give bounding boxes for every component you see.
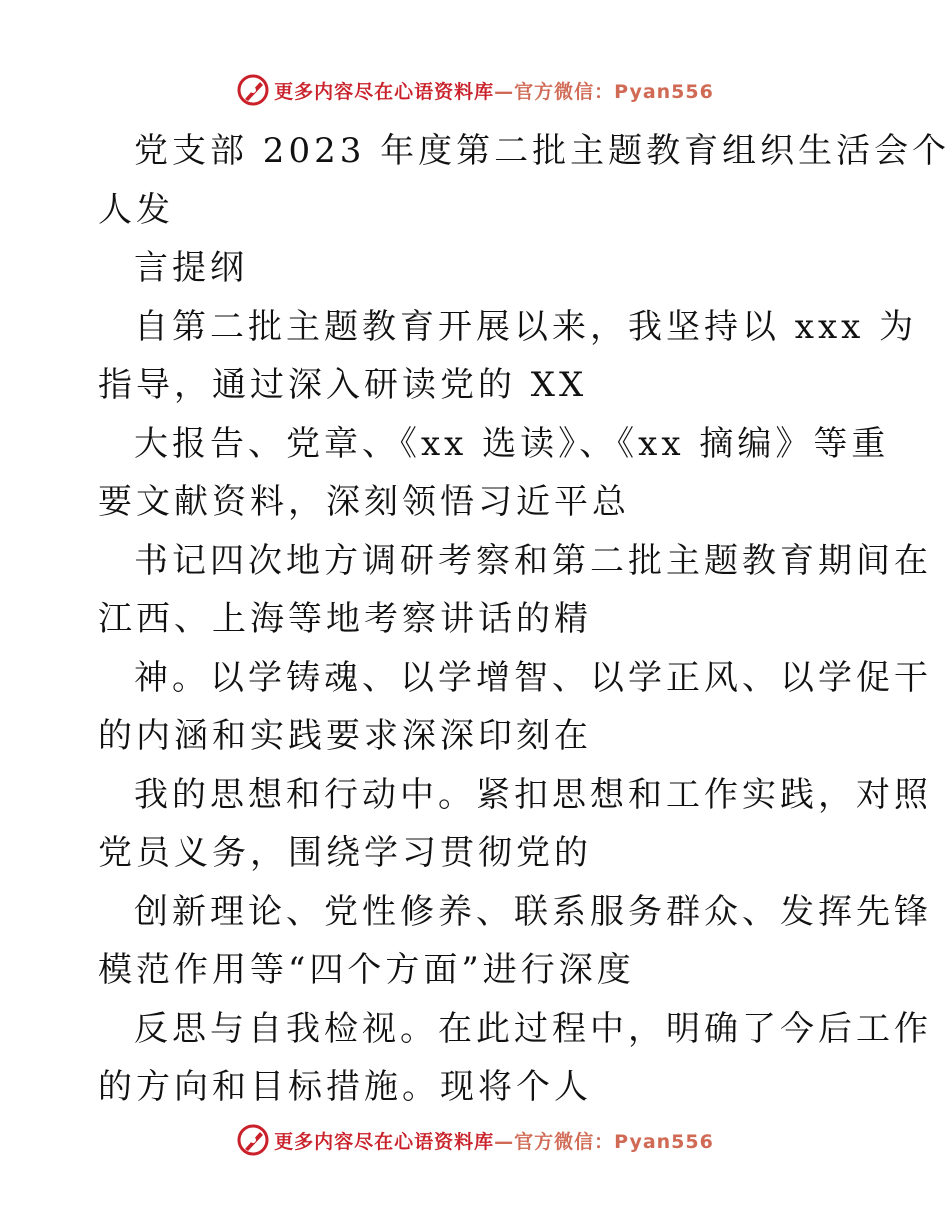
text-line: 江西、上海等地考察讲话的精 [98,599,592,639]
watermark-text [274,77,714,104]
text-line: 自第二批主题教育开展以来，我坚持以 xxx 为 [134,306,918,347]
text-line: 言提纲 [134,248,248,288]
text-line: 神。以学铸魂、以学增智、以学正风、以学促干 [134,657,932,698]
watermark-banner-bottom [0,1120,950,1160]
watermark-contact: —官方微信：Pyan556 [494,80,714,103]
text-line: 指导，通过深入研读党的 XX [98,365,588,405]
document-body [98,122,950,1117]
text-line: 要文献资料，深刻领悟习近平总 [98,482,630,522]
text-line: 党支部 2023 年度第二批主题教育组织生活会个 [134,131,950,171]
pen-logo-icon [236,1123,270,1157]
watermark-brand: 更多内容尽在心语资料库 [274,80,495,103]
text-line: 的方向和目标措施。现将个人 [98,1067,592,1107]
watermark-banner-top [0,70,950,110]
text-line: 我的思想和行动中。紧扣思想和工作实践，对照 [134,774,932,815]
text-line: 的内涵和实践要求深深印刻在 [98,716,592,756]
watermark-contact: —官方微信：Pyan556 [494,1130,714,1153]
text-line: 创新理论、党性修养、联系服务群众、发挥先锋 [134,891,932,932]
text-line: 党员义务，围绕学习贯彻党的 [98,833,592,873]
text-line: 大报告、党章、《xx 选读》、《xx 摘编》等重 [134,423,890,464]
text-line: 书记四次地方调研考察和第二批主题教育期间在 [134,540,932,581]
watermark-brand: 更多内容尽在心语资料库 [274,1130,495,1153]
text-line: 反思与自我检视。在此过程中，明确了今后工作 [134,1008,932,1049]
text-line: 人发 [98,189,174,230]
pen-logo-icon [236,73,270,107]
text-line: 模范作用等“四个方面”进行深度 [98,950,635,990]
watermark-text [274,1127,714,1154]
